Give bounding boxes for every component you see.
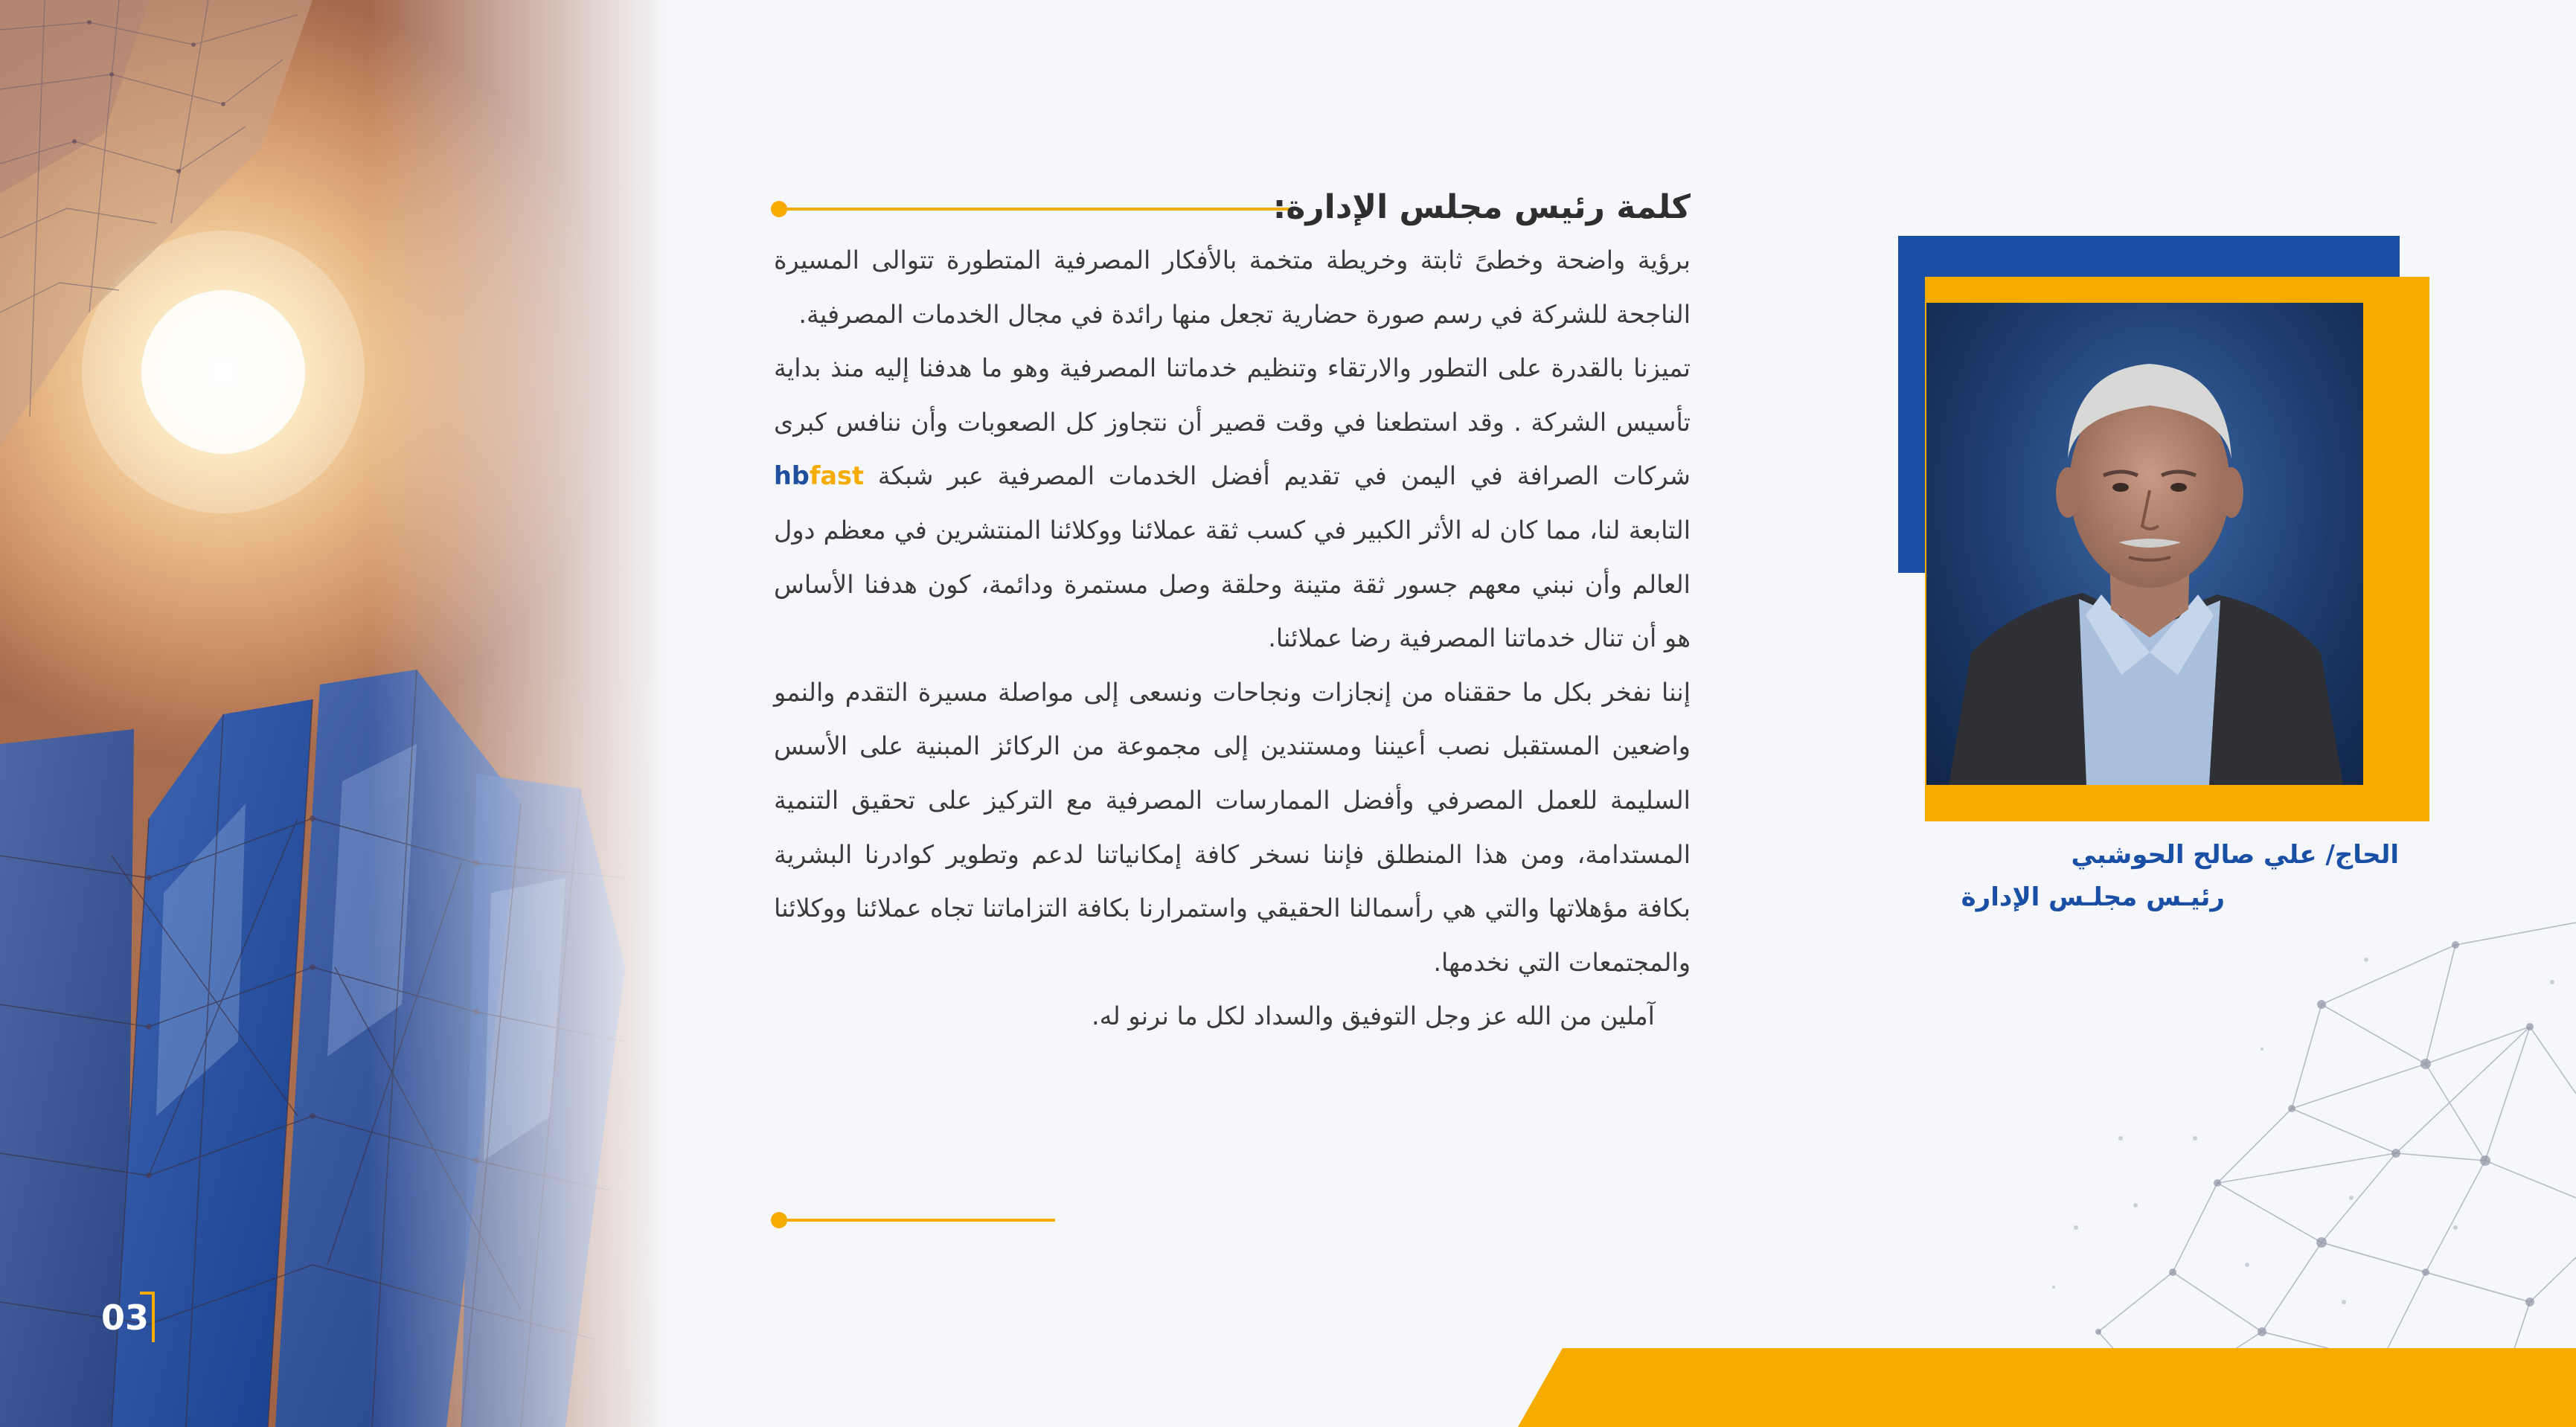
bottom-accent-bar bbox=[1518, 1348, 2576, 1427]
paragraph-3: إننا نفخر بكل ما حققناه من إنجازات ونجاحات ونسعى إلى مواصلة مسيرة التقدم والنمو واضعين المستقبل نصب أعيننا ومستندين إلى مجموعة من الركائز المبنية على الأسس السليمة للعمل المصرفي وأفضل الممارسات المصرفية مع التركيز على تحقيق التنمية المستدامة، ومن هذا المنطلق فإننا نسخر كافة إمكانياتنا لدعم وتطوير كوادرنا البشرية بكافة مؤهلاتها والتي هي رأسمالنا الحقيقي واستمرارنا بكافة التزاماتنا تجاه عملائنا ووكلائنا والمجتمعات التي نخدمها. bbox=[774, 677, 1691, 977]
chairman-portrait bbox=[1926, 303, 2363, 785]
hbfast-brand-hb: hb bbox=[774, 461, 810, 491]
page-number: 03 bbox=[100, 1298, 149, 1338]
paragraph-2-end: التابعة لنا، مما كان له الأثر الكبير في كسب ثقة عملائنا ووكلائنا المنتشرين في معظم دول العالم وأن نبني معهم جسور ثقة متينة وحلقة وصل مستمرة ودائمة، كون هدفنا الأساس هو أن تنال خدماتنا المصرفية رضا عملائنا. bbox=[774, 515, 1691, 653]
paragraph-2 bbox=[774, 341, 1691, 666]
portrait-figure-icon bbox=[1926, 303, 2363, 785]
closing-line: آملين من الله عز وجل التوفيق والسداد لكل ما نرنو له. bbox=[1091, 1001, 1655, 1031]
skyscraper-network-art-icon bbox=[0, 0, 670, 1427]
chairman-role: رئيـس مجلـس الإدارة bbox=[1961, 882, 2225, 912]
closing-rule-dot-icon bbox=[771, 1212, 787, 1228]
paragraph-1: برؤية واضحة وخطىً ثابتة وخريطة متخمة بالأفكار المصرفية المتطورة تتوالى المسيرة الناجحة للشركة في رسم صورة حضارية تجعل منها رائدة في مجال الخدمات المصرفية. bbox=[774, 246, 1691, 329]
letter-title: كلمة رئيس مجلس الإدارة: bbox=[1272, 188, 1691, 226]
closing-rule-icon bbox=[778, 1219, 1055, 1222]
page-number-frame bbox=[140, 1292, 155, 1342]
paragraph-2-start: تميزنا بالقدرة على التطور والارتقاء وتنظيم خدماتنا المصرفية وهو ما هدفنا إليه منذ بداية تأسيس الشركة . وقد استطعنا في وقت قصير أن نتجاوز كل الصعوبات وأن ننافس كبرى شركات الصرافة في اليمن في تقديم أفضل الخدمات المصرفية عبر شبكة bbox=[774, 353, 1691, 491]
hbfast-brand bbox=[774, 461, 864, 490]
chairman-letter bbox=[774, 182, 1691, 1043]
hbfast-brand-fast: fast bbox=[809, 461, 864, 491]
chairman-name: الحاج/ علي صالح الحوشبي bbox=[2071, 840, 2399, 870]
